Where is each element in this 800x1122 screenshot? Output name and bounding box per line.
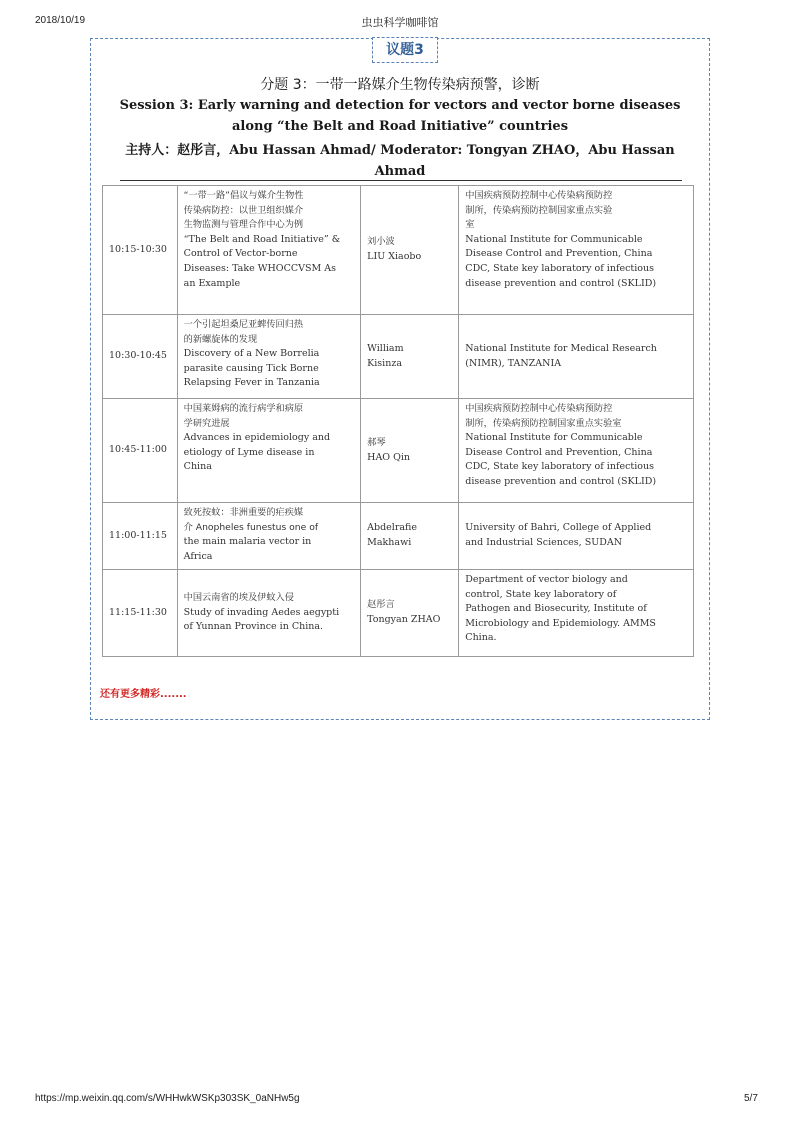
institution-line: National Institute for Medical Research xyxy=(465,342,657,354)
topic-line: “The Belt and Road Initiative” & xyxy=(183,233,341,245)
topic-line: of Yunnan Province in China. xyxy=(183,621,324,633)
title-divider xyxy=(120,180,682,181)
topic-line: 一个引起坦桑尼亚蜱传回归热 xyxy=(183,319,304,330)
topic-line: an Example xyxy=(183,277,241,289)
time-cell: 11:00-11:15 xyxy=(103,503,178,570)
topic-line: Relapsing Fever in Tanzania xyxy=(183,377,320,389)
institution-line: National Institute for Communicable xyxy=(465,233,643,245)
speaker-cell xyxy=(361,399,459,503)
institution-line: 中国疾病预防控制中心传染病预防控 xyxy=(465,403,613,414)
speaker-cell xyxy=(361,503,459,570)
speaker-cell xyxy=(361,315,459,399)
moderator-line: 主持人：赵彤言，Abu Hassan Ahmad/ Moderator: Tongyan ZHAO，Abu Hassan Ahmad xyxy=(125,143,675,179)
time-cell: 10:15-10:30 xyxy=(103,186,178,315)
institution-line: 室 xyxy=(465,219,475,231)
topic-cell xyxy=(177,570,360,657)
institution-cell xyxy=(459,186,694,315)
topic-line: “一带一路”倡议与媒介生物性 xyxy=(183,190,304,201)
institution-cell xyxy=(459,570,694,657)
topic-line: 致死按蚊：非洲重要的疟疾媒 xyxy=(183,507,304,518)
topic-cell xyxy=(177,315,360,399)
print-title: 虫虫科学咖啡馆 xyxy=(361,16,439,29)
topic-line: Diseases: Take WHOCCVSM As xyxy=(183,262,336,274)
topic-line: 中国云南省的埃及伊蚊入侵 xyxy=(183,592,294,604)
topic-line: etiology of Lyme disease in xyxy=(183,446,315,458)
topic-line: 中国莱姆病的流行病学和病原 xyxy=(183,403,304,414)
speaker-name-en: LIU Xiaobo xyxy=(367,251,422,262)
agenda-row xyxy=(103,399,694,503)
institution-line: Microbiology and Epidemiology. AMMS xyxy=(465,617,656,629)
institution-line: and Industrial Sciences, SUDAN xyxy=(465,537,623,548)
institution-line: Disease Control and Prevention, China xyxy=(465,248,653,260)
session-tag: 议题3 xyxy=(372,37,438,63)
institution-line: Disease Control and Prevention, China xyxy=(465,446,653,458)
speaker-name-en: Kisinza xyxy=(367,357,402,369)
topic-line: Discovery of a New Borrelia xyxy=(183,348,320,360)
session-title-en: Session 3: Early warning and detection for vectors and vector borne diseases along “the Belt and Road Initiative” countries xyxy=(119,98,681,134)
topic-line: Advances in epidemiology and xyxy=(183,432,331,444)
print-date: 2018/10/19 xyxy=(35,15,86,26)
topic-line: parasite causing Tick Borne xyxy=(183,362,319,374)
institution-line: 中国疾病预防控制中心传染病预防控 xyxy=(465,190,613,201)
speaker-cell xyxy=(361,570,459,657)
institution-line: CDC, State key laboratory of infectious xyxy=(465,461,654,473)
topic-line: 介 Anopheles funestus one of xyxy=(183,521,319,533)
speaker-name-zh: 刘小波 xyxy=(367,236,395,248)
institution-line: China. xyxy=(465,632,497,644)
speaker-name-en: HAO Qin xyxy=(367,451,411,463)
institution-line: CDC, State key laboratory of infectious xyxy=(465,262,654,274)
topic-line: Africa xyxy=(183,550,213,562)
agenda-row xyxy=(103,315,694,399)
institution-cell xyxy=(459,503,694,570)
more-content-note: 还有更多精彩....... xyxy=(100,689,187,700)
topic-line: the main malaria vector in xyxy=(183,536,312,548)
topic-line: Study of invading Aedes aegypti xyxy=(183,606,340,618)
topic-cell xyxy=(177,503,360,570)
topic-line: 生物监测与管理合作中心为例 xyxy=(183,219,304,231)
institution-line: disease prevention and control (SKLID) xyxy=(465,277,657,289)
institution-line: (NIMR), TANZANIA xyxy=(465,357,562,369)
speaker-cell xyxy=(361,186,459,315)
speaker-name-zh: 赵彤言 xyxy=(367,599,395,611)
agenda-row xyxy=(103,570,694,657)
institution-line: 制所，传染病预防控制国家重点实验室 xyxy=(465,417,622,429)
footer-url: https://mp.weixin.qq.com/s/WHHwkWSKp303SK_0aNHw5g xyxy=(35,1093,300,1104)
institution-line: University of Bahri, College of Applied xyxy=(465,522,652,534)
speaker-name-en: Makhawi xyxy=(367,537,412,548)
time-cell: 10:30-10:45 xyxy=(103,315,178,399)
institution-line: Pathogen and Biosecurity, Institute of xyxy=(465,603,647,615)
institution-line: National Institute for Communicable xyxy=(465,432,643,444)
topic-cell xyxy=(177,399,360,503)
speaker-name-en: Abdelrafie xyxy=(367,522,418,534)
institution-cell xyxy=(459,315,694,399)
institution-line: Department of vector biology and xyxy=(465,574,628,585)
time-cell: 11:15-11:30 xyxy=(103,570,178,657)
institution-line: disease prevention and control (SKLID) xyxy=(465,475,657,487)
agenda-row xyxy=(103,186,694,315)
speaker-name-en: William xyxy=(367,342,404,354)
page-number: 5/7 xyxy=(744,1093,758,1104)
agenda-row xyxy=(103,503,694,570)
agenda-table xyxy=(102,185,694,657)
topic-cell xyxy=(177,186,360,315)
speaker-name-zh: 郝琴 xyxy=(367,436,386,448)
topic-line: 学研究进展 xyxy=(183,417,230,429)
speaker-name-en: Tongyan ZHAO xyxy=(367,614,441,625)
institution-line: 制所，传染病预防控制国家重点实验 xyxy=(465,204,613,216)
topic-line: 的新螺旋体的发现 xyxy=(183,333,258,345)
session-title-zh: 分题 3：一带一路媒介生物传染病预警，诊断 xyxy=(260,77,540,93)
institution-line: control, State key laboratory of xyxy=(465,588,617,600)
topic-line: Control of Vector-borne xyxy=(183,248,298,260)
time-cell: 10:45-11:00 xyxy=(103,399,178,503)
institution-cell xyxy=(459,399,694,503)
topic-line: China xyxy=(183,461,212,473)
topic-line: 传染病防控：以世卫组织媒介 xyxy=(183,204,304,216)
